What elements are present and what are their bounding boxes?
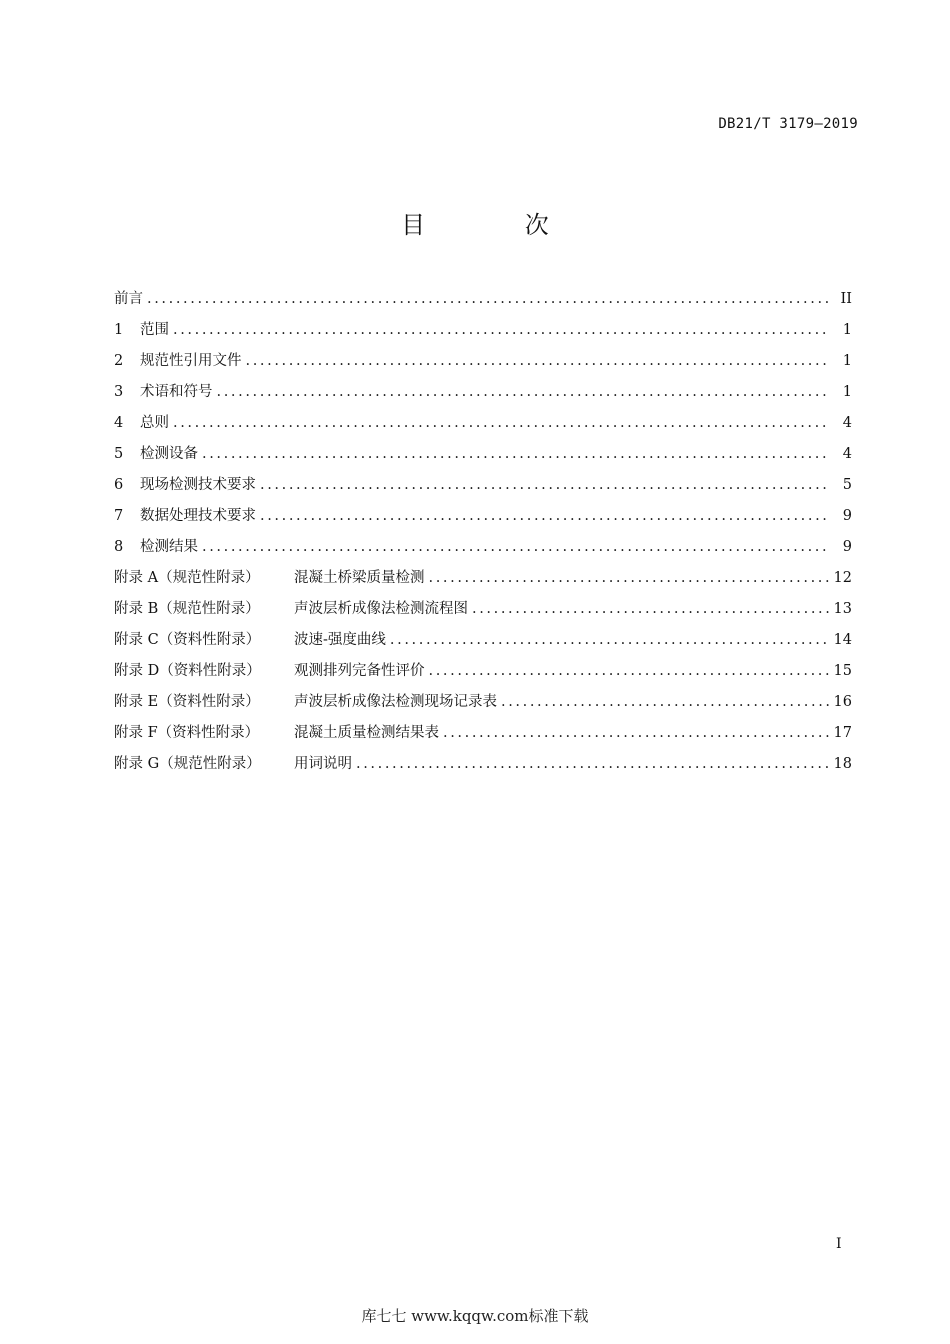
toc-entry-page: 4 [842,415,852,431]
toc-entry[interactable] [114,749,852,780]
toc-entry-appendix-prefix: 附录 E（资料性附录） [114,694,260,710]
toc-entry-number: 1 [114,322,124,338]
toc-entry[interactable] [114,563,852,594]
toc-entry-page: II [840,291,852,307]
toc-entry-label: 检测设备 [140,446,198,462]
toc-entry-page: 1 [842,322,852,338]
toc-entry-page: 12 [833,570,852,586]
toc-entry-label: 观测排列完备性评价 [294,663,425,679]
toc-entry-number: 5 [114,446,124,462]
page-number: I [836,1236,842,1252]
toc-entry-label: 波速-强度曲线 [294,632,386,648]
toc-entry-number: 2 [114,353,124,369]
toc-entry-leader-dots [173,408,830,439]
toc-entry-page: 15 [833,663,852,679]
toc-entry-leader-dots [260,501,830,532]
toc-entry-leader-dots [217,377,831,408]
toc-entry-label: 范围 [140,322,169,338]
toc-entry-leader-dots [356,749,830,780]
toc-entry-label: 规范性引用文件 [140,353,242,369]
toc-entry-leader-dots [501,687,830,718]
toc-entry-leader-dots [390,625,830,656]
toc-entry-leader-dots [472,594,830,625]
toc-entry-label: 数据处理技术要求 [140,508,256,524]
toc-entry-leader-dots [147,284,830,315]
toc-entry-appendix-prefix: 附录 C（资料性附录） [114,632,261,648]
toc-entry-leader-dots [429,656,831,687]
toc-entry-number: 3 [114,384,124,400]
toc-entry[interactable] [114,532,852,563]
toc-entry[interactable] [114,625,852,656]
toc-entry[interactable] [114,377,852,408]
toc-entry-page: 16 [833,694,852,710]
toc-entry-label: 检测结果 [140,539,198,555]
toc-entry-label: 总则 [140,415,169,431]
toc-entry-number: 8 [114,539,124,555]
toc-entry-label: 混凝土质量检测结果表 [294,725,439,741]
toc-entry[interactable] [114,346,852,377]
toc-title: 目 次 [401,211,595,239]
toc-entry-appendix-prefix: 附录 B（规范性附录） [114,601,260,617]
toc-entry-page: 9 [842,508,852,524]
toc-entry-page: 14 [833,632,852,648]
toc-entry-page: 18 [833,756,852,772]
toc-entry-number: 7 [114,508,124,524]
toc-entry-page: 17 [833,725,852,741]
toc-entry-appendix-prefix: 附录 A（规范性附录） [114,570,260,586]
toc-entry-page: 1 [842,353,852,369]
toc-entry-page: 5 [842,477,852,493]
toc-entry-label: 前言 [114,291,143,307]
toc-entry[interactable] [114,718,852,749]
toc-entry-number: 4 [114,415,124,431]
toc-entry-page: 13 [833,601,852,617]
toc-entry[interactable] [114,284,852,315]
standard-code: DB21/T 3179—2019 [718,116,858,132]
table-of-contents [114,284,852,780]
toc-entry-leader-dots [202,439,830,470]
toc-entry-leader-dots [173,315,830,346]
toc-entry[interactable] [114,408,852,439]
toc-entry-appendix-prefix: 附录 D（资料性附录） [114,663,261,679]
toc-entry[interactable] [114,439,852,470]
toc-entry-label: 混凝土桥梁质量检测 [294,570,425,586]
toc-entry[interactable] [114,501,852,532]
toc-entry-label: 现场检测技术要求 [140,477,256,493]
toc-entry-page: 4 [842,446,852,462]
toc-entry[interactable] [114,315,852,346]
toc-entry[interactable] [114,594,852,625]
toc-entry-leader-dots [443,718,830,749]
toc-entry[interactable] [114,470,852,501]
toc-entry-leader-dots [246,346,831,377]
toc-entry-label: 声波层析成像法检测流程图 [294,601,468,617]
toc-entry-appendix-prefix: 附录 G（规范性附录） [114,756,261,772]
toc-entry-leader-dots [260,470,830,501]
toc-entry-page: 9 [842,539,852,555]
toc-entry-number: 6 [114,477,124,493]
toc-entry-page: 1 [842,384,852,400]
toc-entry[interactable] [114,656,852,687]
toc-entry-label: 用词说明 [294,756,352,772]
toc-entry[interactable] [114,687,852,718]
footer-watermark: 库七七 www.kqqw.com标准下载 [361,1307,589,1325]
toc-entry-label: 术语和符号 [140,384,213,400]
toc-entry-appendix-prefix: 附录 F（资料性附录） [114,725,260,741]
toc-entry-leader-dots [429,563,831,594]
toc-entry-leader-dots [202,532,830,563]
toc-entry-label: 声波层析成像法检测现场记录表 [294,694,497,710]
